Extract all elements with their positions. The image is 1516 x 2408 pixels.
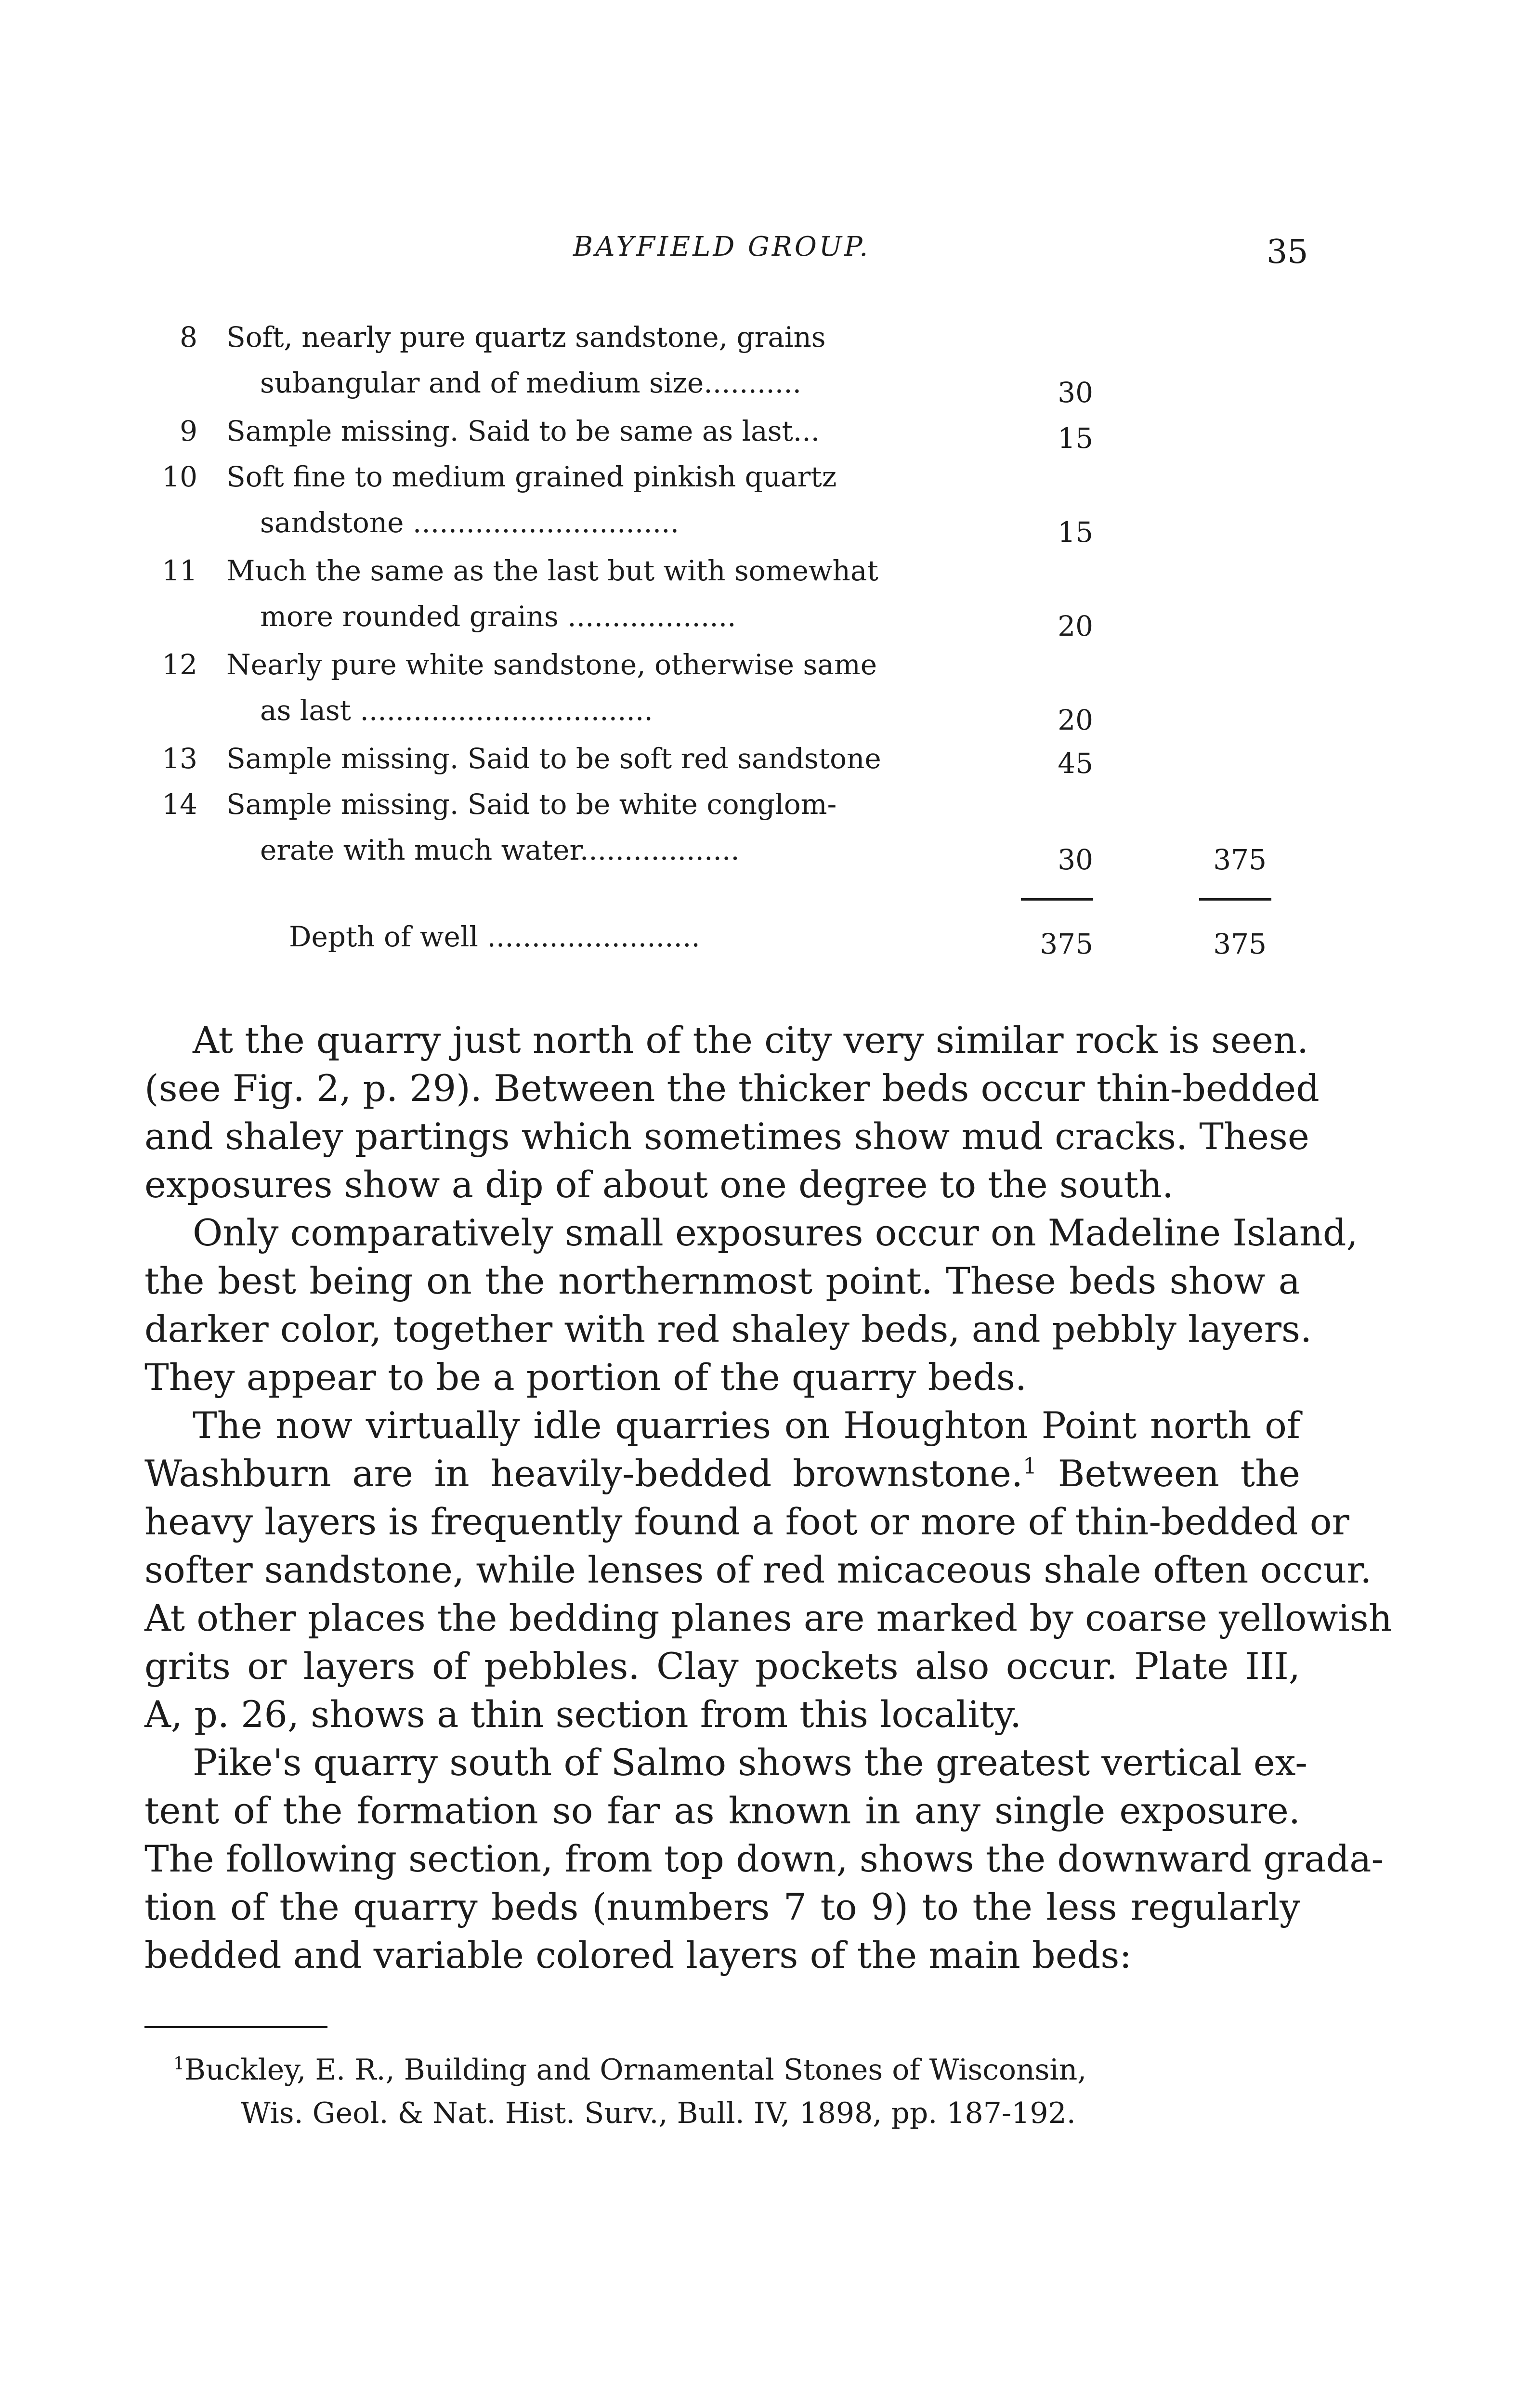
footnote-text: Buckley, E. R., Building and Ornamental Stones of Wisconsin, (184, 2053, 1087, 2087)
paragraph-text: Washburn are in heavily-bedded brownstone. (144, 1452, 1023, 1495)
row-number: 12 (162, 648, 197, 681)
paragraph-line: heavy layers is frequently found a foot or more of thin-bedded or (144, 1500, 1349, 1543)
depth-total: 375 (1213, 928, 1267, 960)
footnote-rule (144, 2026, 327, 2028)
footnote (173, 2049, 1086, 2091)
row-description: Much the same as the last but with somewhat (226, 554, 878, 587)
row-thickness: 45 (1058, 747, 1093, 780)
row-description-cont: subangular and of medium size........... (260, 366, 802, 399)
row-description-cont: more rounded grains ................... (260, 600, 736, 633)
row-number: 9 (180, 415, 197, 447)
row-thickness: 15 (1058, 516, 1093, 549)
row-description-cont: as last ................................. (260, 694, 653, 727)
row-thickness: 30 (1058, 843, 1093, 876)
page-number: 35 (1267, 233, 1308, 271)
paragraph-line: At the quarry just north of the city very similar rock is seen. (193, 1019, 1309, 1061)
paragraph-line: tion of the quarry beds (numbers 7 to 9) to the less regularly (144, 1885, 1300, 1928)
depth-label: Depth of well ........................ (289, 920, 700, 953)
paragraph-line: and shaley partings which sometimes show mud cracks. These (144, 1115, 1309, 1158)
running-header: BAYFIELD GROUP. (573, 231, 871, 262)
row-thickness: 30 (1058, 376, 1093, 409)
paragraph-line: The following section, from top down, shows the downward grada- (144, 1837, 1384, 1880)
row-description: Sample missing. Said to be soft red sandstone (226, 742, 881, 775)
row-number: 13 (162, 742, 197, 775)
paragraph-line: At other places the bedding planes are marked by coarse yellowish (144, 1597, 1392, 1639)
row-description: Nearly pure white sandstone, otherwise same (226, 648, 877, 681)
paragraph-line: They appear to be a portion of the quarry beds. (144, 1356, 1027, 1399)
paragraph-line: The now virtually idle quarries on Houghton Point north of (193, 1404, 1300, 1447)
row-description: Sample missing. Said to be same as last... (226, 415, 820, 447)
row-number: 11 (162, 554, 197, 587)
paragraph-line: softer sandstone, while lenses of red micaceous shale often occur. (144, 1548, 1372, 1591)
paragraph-line: A, p. 26, shows a thin section from this locality. (144, 1693, 1022, 1736)
paragraph-line: (see Fig. 2, p. 29). Between the thicker beds occur thin-bedded (144, 1067, 1320, 1110)
row-thickness: 20 (1058, 704, 1093, 736)
paragraph-line: Pike's quarry south of Salmo shows the greatest vertical ex- (193, 1741, 1307, 1784)
paragraph-line: tent of the formation so far as known in any single exposure. (144, 1789, 1300, 1832)
row-number: 10 (162, 460, 197, 493)
row-number: 8 (180, 321, 197, 353)
row-number: 14 (162, 788, 197, 821)
row-description: Soft fine to medium grained pinkish quartz (226, 460, 837, 493)
row-description: Soft, nearly pure quartz sandstone, grains (226, 321, 826, 353)
paragraph-line-with-footnote (144, 1450, 1300, 1498)
paragraph-line: the best being on the northernmost point. These beds show a (144, 1259, 1300, 1302)
paragraph-line: Only comparatively small exposures occur on Madeline Island, (193, 1211, 1358, 1254)
sum-rule-total (1199, 898, 1271, 901)
footnote-marker: 1 (173, 2054, 184, 2074)
depth-thickness: 375 (1040, 928, 1093, 960)
row-total: 375 (1213, 843, 1267, 876)
row-thickness: 15 (1058, 422, 1093, 455)
sum-rule-thickness (1021, 898, 1093, 901)
paragraph-text: Between the (1037, 1452, 1301, 1495)
paragraph-line: darker color, together with red shaley beds, and pebbly layers. (144, 1308, 1312, 1350)
footnote-ref: 1 (1023, 1453, 1037, 1479)
paragraph-line: exposures show a dip of about one degree to the south. (144, 1163, 1174, 1206)
row-thickness: 20 (1058, 610, 1093, 642)
paragraph-line: bedded and variable colored layers of the main beds: (144, 1934, 1132, 1976)
footnote-text: Wis. Geol. & Nat. Hist. Surv., Bull. IV, 1898, pp. 187-192. (241, 2096, 1076, 2130)
row-description-cont: sandstone .............................. (260, 506, 680, 539)
paragraph-line: grits or layers of pebbles. Clay pockets also occur. Plate III, (144, 1645, 1300, 1688)
row-description: Sample missing. Said to be white conglom- (226, 788, 837, 821)
row-description-cont: erate with much water.................. (260, 834, 740, 866)
